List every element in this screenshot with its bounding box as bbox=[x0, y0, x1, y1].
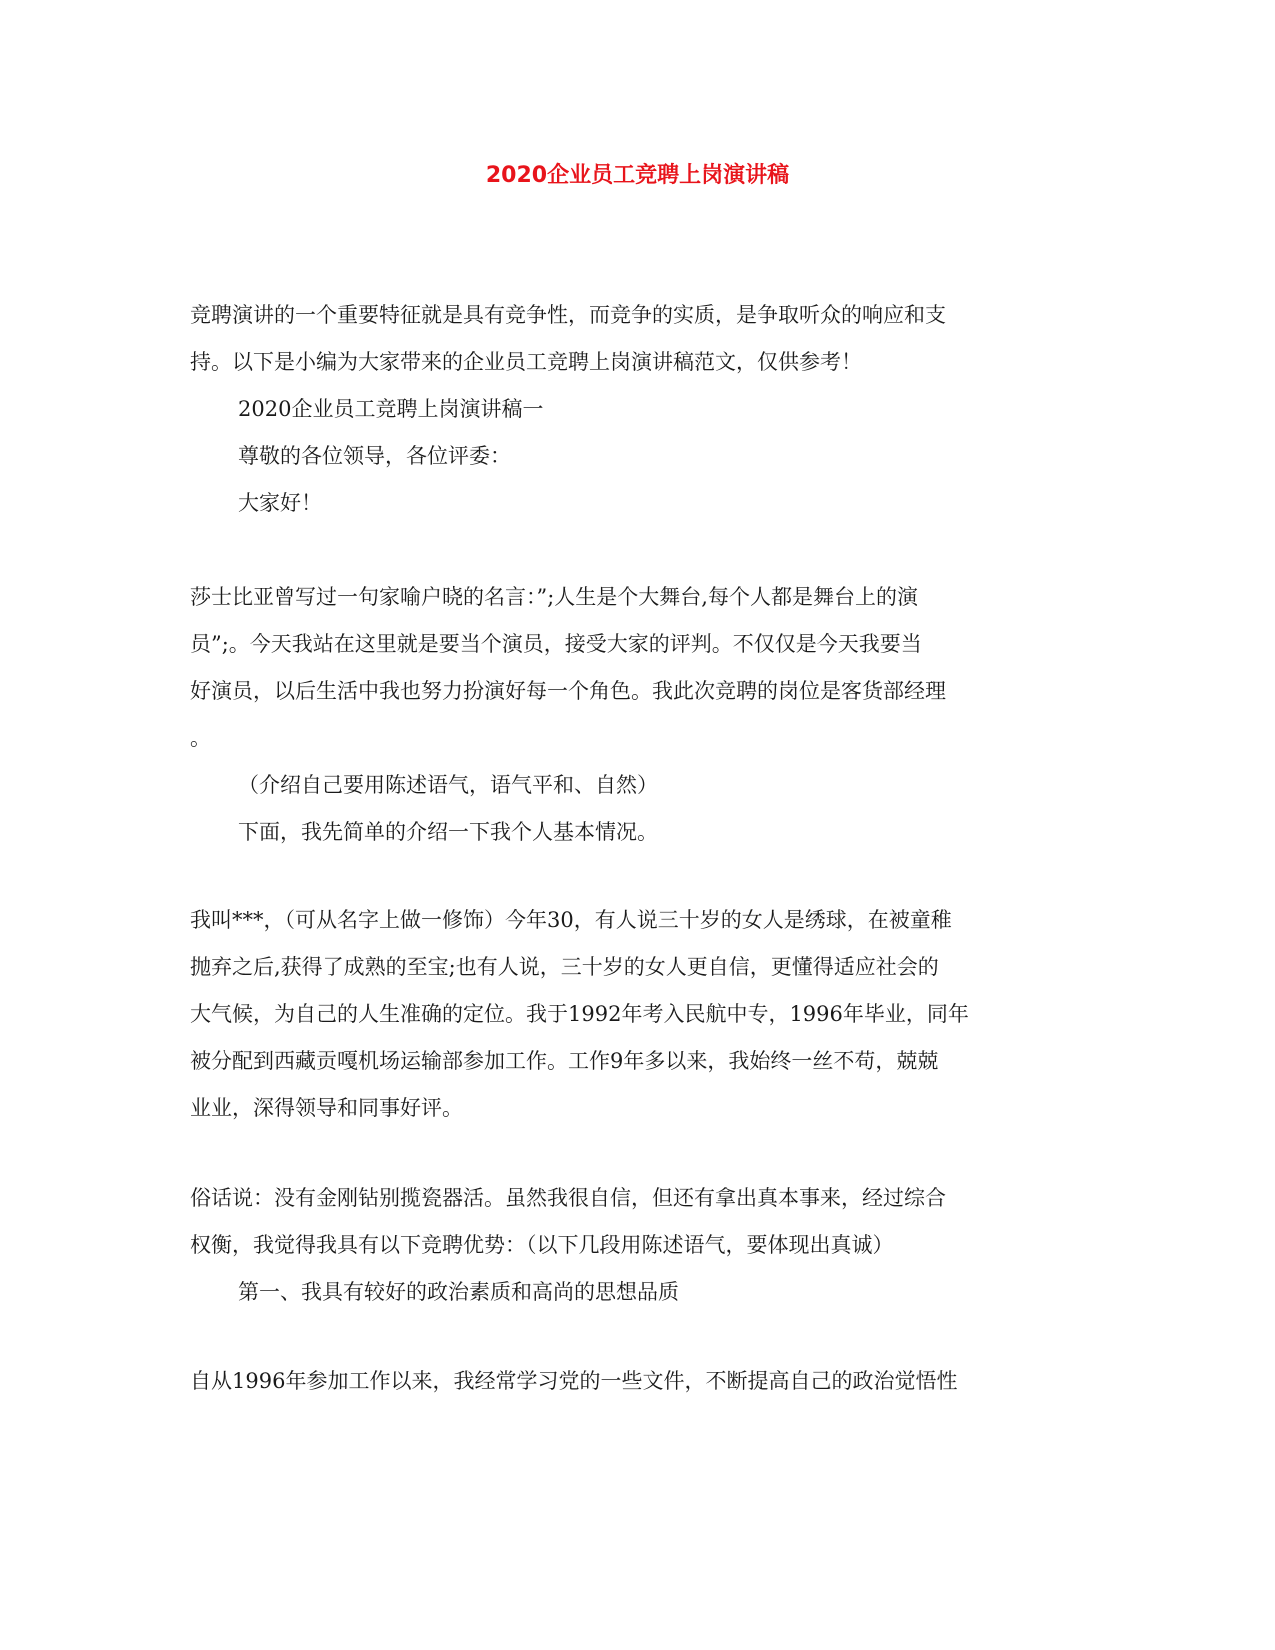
shakespeare-paragraph bbox=[190, 574, 1080, 762]
self-intro-paragraph bbox=[190, 897, 1080, 1132]
text-line: 下面，我先简单的介绍一下我个人基本情况。 bbox=[238, 820, 658, 844]
text-line: 我叫***，（可从名字上做一修饰）今年30，有人说三十岁的女人是绣球，在被童稚 bbox=[190, 908, 952, 932]
text-line: 好演员，以后生活中我也努力扮演好每一个角色。我此次竞聘的岗位是客货部经理 bbox=[190, 679, 946, 703]
greeting bbox=[238, 480, 1128, 527]
text-line: 被分配到西藏贡嘎机场运输部参加工作。工作9年多以来，我始终一丝不苟，兢兢 bbox=[190, 1049, 939, 1073]
text-line: 业业，深得领导和同事好评。 bbox=[190, 1096, 463, 1120]
text-line: 俗话说：没有金刚钻别揽瓷器活。虽然我很自信，但还有拿出真本事来，经过综合 bbox=[190, 1186, 946, 1210]
salutation bbox=[238, 433, 1128, 480]
work-paragraph bbox=[190, 1358, 1080, 1405]
text-line: 尊敬的各位领导，各位评委： bbox=[238, 444, 511, 468]
text-line: 权衡，我觉得我具有以下竞聘优势：（以下几段用陈述语气，要体现出真诚） bbox=[190, 1233, 894, 1257]
intro-paragraph bbox=[190, 292, 1080, 386]
stage-direction bbox=[238, 762, 1128, 809]
document-title: 2020企业员工竞聘上岗演讲稿 bbox=[485, 163, 790, 188]
text-line: 员”;。今天我站在这里就是要当个演员，接受大家的评判。不仅仅是今天我要当 bbox=[190, 632, 922, 656]
intro-sentence bbox=[238, 809, 1128, 856]
text-line: 自从1996年参加工作以来，我经常学习党的一些文件，不断提高自己的政治觉悟性 bbox=[190, 1369, 958, 1393]
text-line: 。 bbox=[190, 726, 211, 750]
text-line: 抛弃之后,获得了成熟的至宝;也有人说，三十岁的女人更自信，更懂得适应社会的 bbox=[190, 955, 939, 979]
text-line: 第一、我具有较好的政治素质和高尚的思想品质 bbox=[238, 1280, 679, 1304]
first-advantage-heading bbox=[238, 1269, 1128, 1316]
text-line: 大家好！ bbox=[238, 491, 322, 515]
advantages-paragraph bbox=[190, 1175, 1080, 1269]
text-line: 竞聘演讲的一个重要特征就是具有竞争性，而竞争的实质，是争取听众的响应和支 bbox=[190, 303, 946, 327]
text-line: 大气候，为自己的人生准确的定位。我于1992年考入民航中专，1996年毕业，同年 bbox=[190, 1002, 969, 1026]
speech-heading bbox=[238, 386, 1128, 433]
text-line: 持。以下是小编为大家带来的企业员工竞聘上岗演讲稿范文，仅供参考！ bbox=[190, 350, 862, 374]
text-line: 莎士比亚曾写过一句家喻户晓的名言：”;人生是个大舞台,每个人都是舞台上的演 bbox=[190, 585, 918, 609]
text-line: （介绍自己要用陈述语气，语气平和、自然） bbox=[238, 773, 658, 797]
text-line: 2020企业员工竞聘上岗演讲稿一 bbox=[238, 397, 544, 421]
